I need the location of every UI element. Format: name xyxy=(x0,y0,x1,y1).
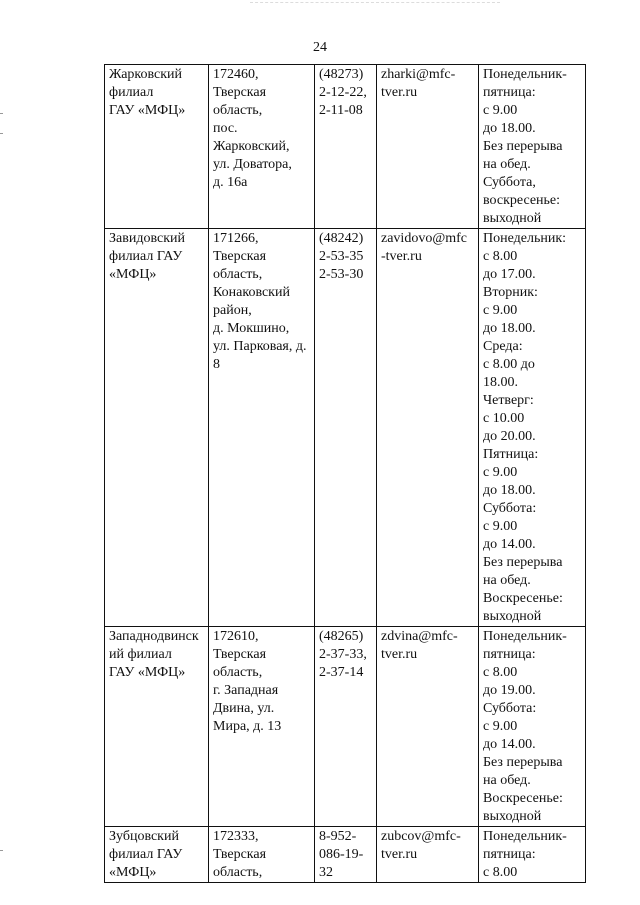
working-hours-cell xyxy=(479,627,586,827)
working-hours-line: до 14.00. xyxy=(483,537,536,552)
working-hours-cell xyxy=(479,827,586,883)
address-line: Тверская xyxy=(213,847,267,862)
address-line: г. Западная xyxy=(213,683,279,698)
working-hours-line: с 8.00 xyxy=(483,865,518,880)
branch-name-cell xyxy=(105,229,209,627)
working-hours-line: до 19.00. xyxy=(483,683,536,698)
branch-name-line: Западнодвинск xyxy=(109,629,199,644)
address-line: Тверская xyxy=(213,249,267,264)
working-hours-line: Понедельник: xyxy=(483,231,567,246)
address-line: область, xyxy=(213,267,263,282)
page-number: 24 xyxy=(313,40,327,55)
working-hours-line: до 18.00. xyxy=(483,321,536,336)
working-hours-line: на обед. xyxy=(483,573,531,588)
branch-name-line: Жарковский xyxy=(109,67,183,82)
working-hours-line: на обед. xyxy=(483,773,531,788)
scan-mark xyxy=(0,850,3,851)
email-line: -tver.ru xyxy=(381,249,422,264)
working-hours-line: Понедельник- xyxy=(483,629,567,644)
phone-line: 2-53-35 xyxy=(319,249,364,264)
address-line: Жарковский, xyxy=(213,139,290,154)
address-line: район, xyxy=(213,303,252,318)
mfc-branches-table xyxy=(104,64,586,883)
phone-cell xyxy=(315,65,377,229)
address-cell xyxy=(209,627,315,827)
table-body xyxy=(105,65,586,883)
phone-cell xyxy=(315,627,377,827)
address-line: Тверская xyxy=(213,647,267,662)
branch-name-cell xyxy=(105,827,209,883)
branch-name-line: ий филиал xyxy=(109,647,172,662)
address-line: Конаковский xyxy=(213,285,290,300)
address-line: ул. Доватора, xyxy=(213,157,292,172)
branch-name-line: Зубцовский xyxy=(109,829,179,844)
branch-name-line: ГАУ «МФЦ» xyxy=(109,665,186,680)
working-hours-line: выходной xyxy=(483,609,542,624)
working-hours-line: до 20.00. xyxy=(483,429,536,444)
phone-line: (48242) xyxy=(319,231,364,246)
email-cell xyxy=(377,827,479,883)
scan-artifact xyxy=(250,2,500,9)
email-line: zavidovo@mfc xyxy=(381,231,467,246)
branch-name-line: «МФЦ» xyxy=(109,865,157,880)
working-hours-line: Без перерыва xyxy=(483,555,563,570)
table-row xyxy=(105,229,586,627)
working-hours-line: 18.00. xyxy=(483,375,518,390)
branch-name-line: «МФЦ» xyxy=(109,267,157,282)
working-hours-cell xyxy=(479,229,586,627)
phone-line: 2-11-08 xyxy=(319,103,363,118)
address-line: область, xyxy=(213,103,263,118)
address-line: 172460, xyxy=(213,67,259,82)
email-cell xyxy=(377,627,479,827)
address-line: 171266, xyxy=(213,231,259,246)
working-hours-line: Пятница: xyxy=(483,447,539,462)
email-line: zubcov@mfc- xyxy=(381,829,461,844)
working-hours-line: Воскресенье: xyxy=(483,791,563,806)
working-hours-line: пятница: xyxy=(483,847,536,862)
address-cell xyxy=(209,827,315,883)
phone-cell xyxy=(315,827,377,883)
address-line: область, xyxy=(213,665,263,680)
address-line: Мира, д. 13 xyxy=(213,719,282,734)
working-hours-line: с 8.00 xyxy=(483,665,518,680)
working-hours-line: выходной xyxy=(483,211,542,226)
table-row xyxy=(105,65,586,229)
phone-line: 8-952- xyxy=(319,829,357,844)
branch-name-line: ГАУ «МФЦ» xyxy=(109,103,186,118)
branch-name-cell xyxy=(105,65,209,229)
working-hours-line: до 18.00. xyxy=(483,121,536,136)
table-row xyxy=(105,827,586,883)
phone-line: 2-53-30 xyxy=(319,267,364,282)
branch-name-line: филиал ГАУ xyxy=(109,249,183,264)
phone-line: 086-19- xyxy=(319,847,364,862)
working-hours-line: с 9.00 xyxy=(483,465,518,480)
address-line: д. 16а xyxy=(213,175,248,190)
working-hours-line: Суббота: xyxy=(483,501,537,516)
working-hours-line: до 17.00. xyxy=(483,267,536,282)
address-line: 172610, xyxy=(213,629,259,644)
working-hours-line: Вторник: xyxy=(483,285,538,300)
working-hours-line: Суббота, xyxy=(483,175,536,190)
scan-mark xyxy=(0,133,3,134)
branch-name-line: филиал ГАУ xyxy=(109,847,183,862)
working-hours-line: с 9.00 xyxy=(483,303,518,318)
branch-name-line: филиал xyxy=(109,85,154,100)
scan-mark xyxy=(0,113,3,114)
working-hours-line: Понедельник- xyxy=(483,829,567,844)
address-line: 172333, xyxy=(213,829,259,844)
working-hours-line: пятница: xyxy=(483,85,536,100)
email-cell xyxy=(377,65,479,229)
address-line: Двина, ул. xyxy=(213,701,275,716)
working-hours-line: Суббота: xyxy=(483,701,537,716)
working-hours-line: с 9.00 xyxy=(483,103,518,118)
working-hours-line: воскресенье: xyxy=(483,193,561,208)
working-hours-line: до 14.00. xyxy=(483,737,536,752)
working-hours-line: с 8.00 до xyxy=(483,357,535,372)
email-line: zdvina@mfc- xyxy=(381,629,458,644)
phone-line: 32 xyxy=(319,865,333,880)
working-hours-line: Среда: xyxy=(483,339,523,354)
phone-cell xyxy=(315,229,377,627)
working-hours-line: с 10.00 xyxy=(483,411,525,426)
working-hours-line: Понедельник- xyxy=(483,67,567,82)
working-hours-cell xyxy=(479,65,586,229)
email-line: tver.ru xyxy=(381,847,418,862)
working-hours-line: на обед. xyxy=(483,157,531,172)
email-line: tver.ru xyxy=(381,647,418,662)
working-hours-line: с 9.00 xyxy=(483,719,518,734)
working-hours-line: с 8.00 xyxy=(483,249,518,264)
address-line: ул. Парковая, д. xyxy=(213,339,307,354)
phone-line: (48265) xyxy=(319,629,364,644)
branch-name-line: Завидовский xyxy=(109,231,185,246)
working-hours-line: пятница: xyxy=(483,647,536,662)
address-line: д. Мокшино, xyxy=(213,321,290,336)
email-line: zharki@mfc- xyxy=(381,67,456,82)
phone-line: 2-12-22, xyxy=(319,85,367,100)
address-line: область, xyxy=(213,865,263,880)
email-cell xyxy=(377,229,479,627)
working-hours-line: до 18.00. xyxy=(483,483,536,498)
branch-name-cell xyxy=(105,627,209,827)
working-hours-line: с 9.00 xyxy=(483,519,518,534)
address-line: 8 xyxy=(213,357,220,372)
working-hours-line: Без перерыва xyxy=(483,139,563,154)
email-line: tver.ru xyxy=(381,85,418,100)
phone-line: 2-37-33, xyxy=(319,647,367,662)
working-hours-line: Четверг: xyxy=(483,393,534,408)
address-cell xyxy=(209,229,315,627)
working-hours-line: Воскресенье: xyxy=(483,591,563,606)
phone-line: 2-37-14 xyxy=(319,665,364,680)
phone-line: (48273) xyxy=(319,67,364,82)
address-cell xyxy=(209,65,315,229)
address-line: Тверская xyxy=(213,85,267,100)
address-line: пос. xyxy=(213,121,238,136)
working-hours-line: Без перерыва xyxy=(483,755,563,770)
working-hours-line: выходной xyxy=(483,809,542,824)
table-row xyxy=(105,627,586,827)
